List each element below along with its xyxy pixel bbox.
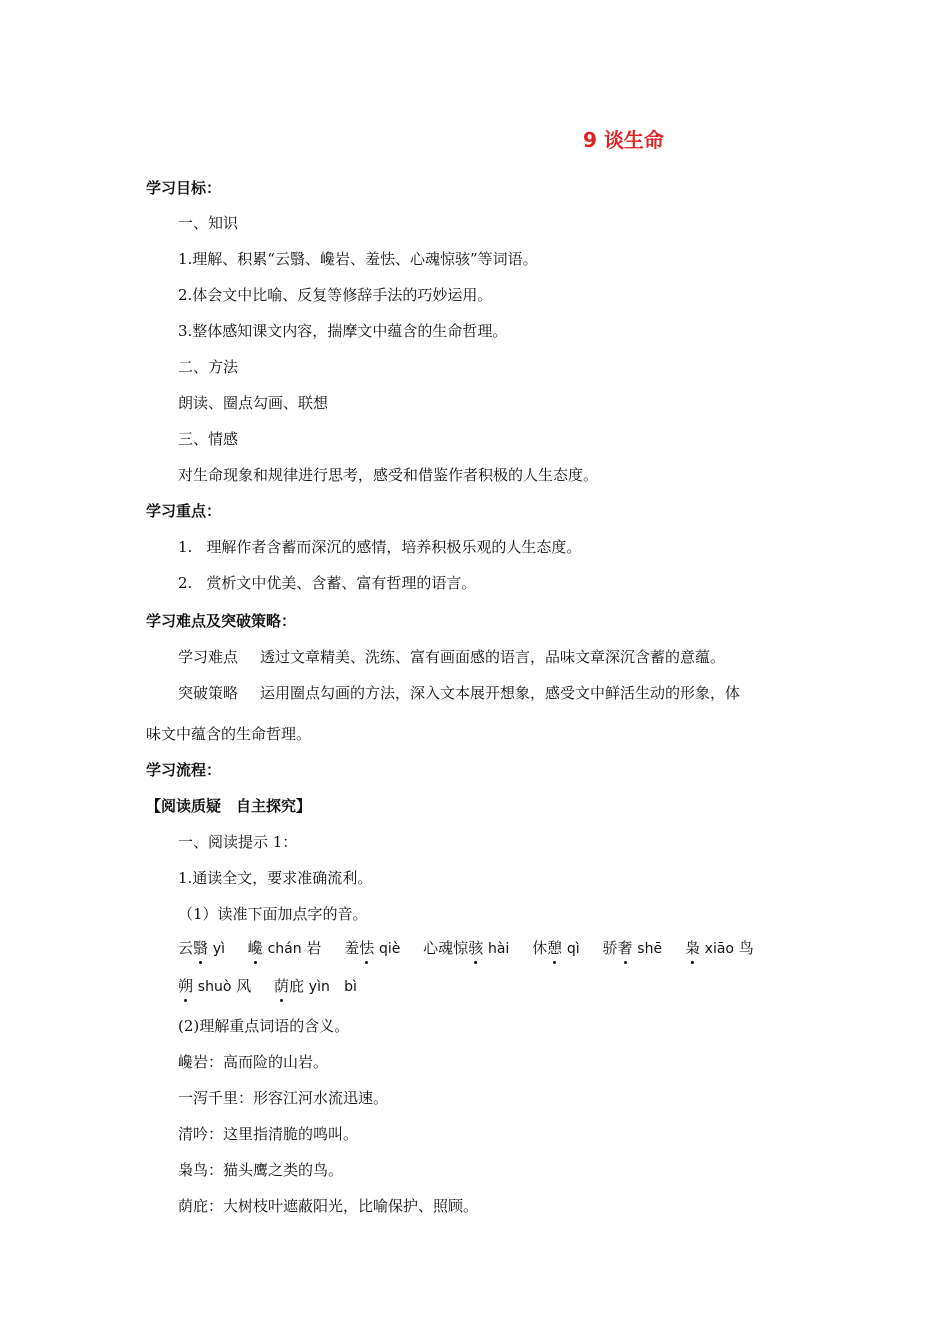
pronunciation-row-1	[178, 938, 754, 959]
pron-word: 云翳 yì	[178, 939, 225, 957]
focus-item-2	[178, 573, 476, 593]
knowledge-heading: 一、知识	[178, 214, 239, 232]
focus-item-1	[178, 537, 581, 557]
knowledge-item-1: 1.理解、积累“云翳、巉岩、羞怯、心魂惊骇”等词语。	[178, 250, 538, 268]
knowledge-item-3: 3.整体感知课文内容，揣摩文中蕴含的生命哲理。	[178, 322, 508, 340]
definition-4: 枭鸟：猫头鹰之类的鸟。	[178, 1161, 344, 1179]
method-text: 朗读、圈点勾画、联想	[178, 394, 329, 412]
pron-word: 巉 chán 岩	[247, 939, 322, 957]
pron-word: 朔 shuò 风	[178, 977, 252, 995]
strategy-line	[178, 683, 740, 703]
reading-heading: 【阅读质疑 自主探究】	[146, 797, 312, 815]
knowledge-item-2: 2.体会文中比喻、反复等修辞手法的巧妙运用。	[178, 286, 493, 304]
difficulty-text: 透过文章精美、洗练、富有画面感的语言，品味文章深沉含蓄的意蕴。	[260, 648, 726, 666]
hint-item-1a: （1）读准下面加点字的音。	[178, 905, 368, 923]
pron-word: 枭 xiāo 鸟	[684, 939, 754, 957]
difficulty-heading: 学习难点及突破策略：	[146, 612, 297, 630]
focus-item-1-text: 理解作者含蓄而深沉的感情，培养积极乐观的人生态度。	[206, 538, 582, 556]
method-heading: 二、方法	[178, 358, 239, 376]
definition-1: 巉岩：高而险的山岩。	[178, 1053, 329, 1071]
pron-word: 羞怯 qiè	[344, 939, 401, 957]
hint-heading: 一、阅读提示 1：	[178, 833, 298, 851]
focus-item-2-number: 2.	[178, 574, 193, 592]
emotion-heading: 三、情感	[178, 430, 239, 448]
focus-item-2-text: 赏析文中优美、含蓄、富有哲理的语言。	[206, 574, 477, 592]
strategy-text: 运用圈点勾画的方法，深入文本展开想象，感受文中鲜活生动的形象，体	[260, 684, 741, 702]
emotion-text: 对生命现象和规律进行思考，感受和借鉴作者积极的人生态度。	[178, 466, 599, 484]
pron-word: 荫庇 yìn bì	[273, 977, 357, 995]
hint-item-1: 1.通读全文，要求准确流利。	[178, 869, 373, 887]
pron-word: 骄奢 shē	[602, 939, 663, 957]
pron-word: 休憩 qì	[532, 939, 580, 957]
process-heading: 学习流程：	[146, 761, 222, 779]
difficulty-label: 学习难点	[178, 648, 239, 666]
hint-item-1b: (2)理解重点词语的含义。	[178, 1017, 350, 1035]
pronunciation-row-2	[178, 976, 357, 997]
goals-heading: 学习目标：	[146, 179, 222, 197]
definition-2: 一泻千里：形容江河水流迅速。	[178, 1089, 389, 1107]
definition-5: 荫庇：大树枝叶遮蔽阳光，比喻保护、照顾。	[178, 1197, 479, 1215]
pron-word: 心魂惊骇 hài	[423, 939, 510, 957]
difficulty-line	[178, 647, 725, 667]
focus-item-1-number: 1.	[178, 538, 193, 556]
definition-3: 清吟：这里指清脆的鸣叫。	[178, 1125, 359, 1143]
strategy-text-continued: 味文中蕴含的生命哲理。	[146, 725, 312, 743]
document-title: 9 谈生命	[583, 128, 664, 152]
focus-heading: 学习重点：	[146, 502, 222, 520]
strategy-label: 突破策略	[178, 684, 239, 702]
